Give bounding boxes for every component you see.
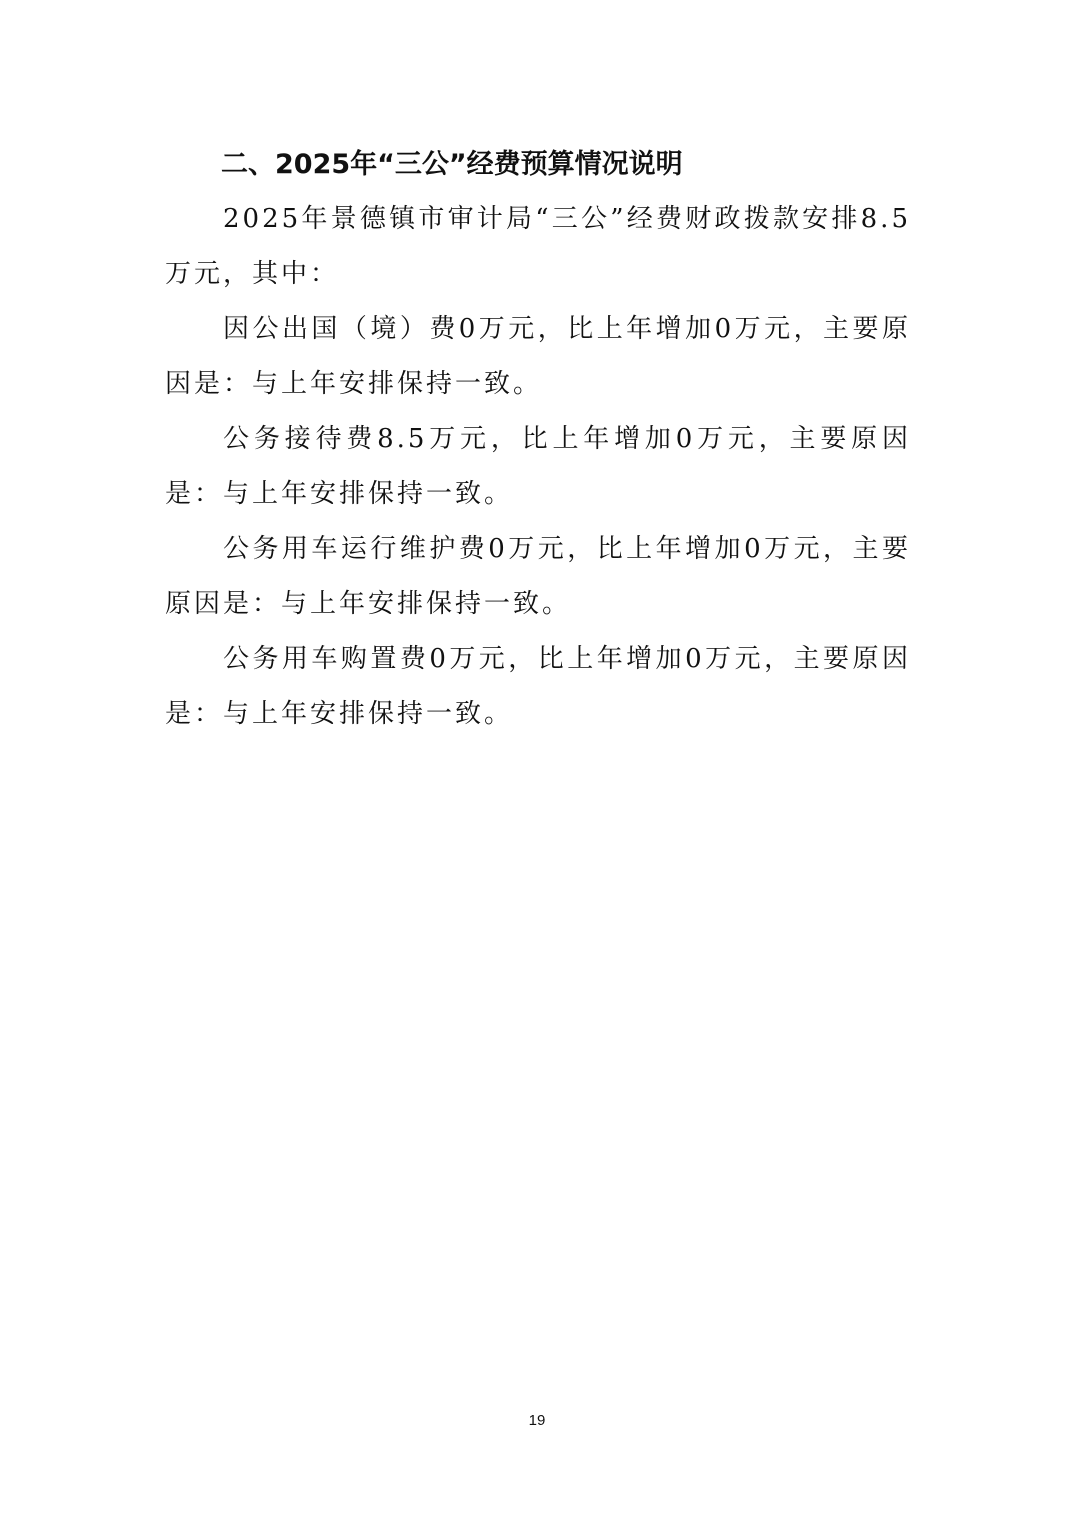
- paragraph-total-budget: 2025年景德镇市审计局“三公”经费财政拨款安排8.5万元，其中：: [165, 204, 911, 289]
- paragraph-vehicle-purchase: 公务用车购置费0万元，比上年增加0万元，主要原因是：与上年安排保持一致。: [165, 644, 911, 729]
- document-body: [165, 138, 911, 742]
- page-number: 19: [528, 1412, 546, 1429]
- section-heading: 二、2025年“三公”经费预算情况说明: [221, 149, 683, 180]
- paragraph-overseas-travel: 因公出国（境）费0万元，比上年增加0万元，主要原因是：与上年安排保持一致。: [165, 314, 911, 399]
- paragraph-official-reception: 公务接待费8.5万元，比上年增加0万元，主要原因是：与上年安排保持一致。: [165, 424, 911, 509]
- paragraph-vehicle-maintenance: 公务用车运行维护费0万元，比上年增加0万元，主要原因是：与上年安排保持一致。: [165, 534, 911, 619]
